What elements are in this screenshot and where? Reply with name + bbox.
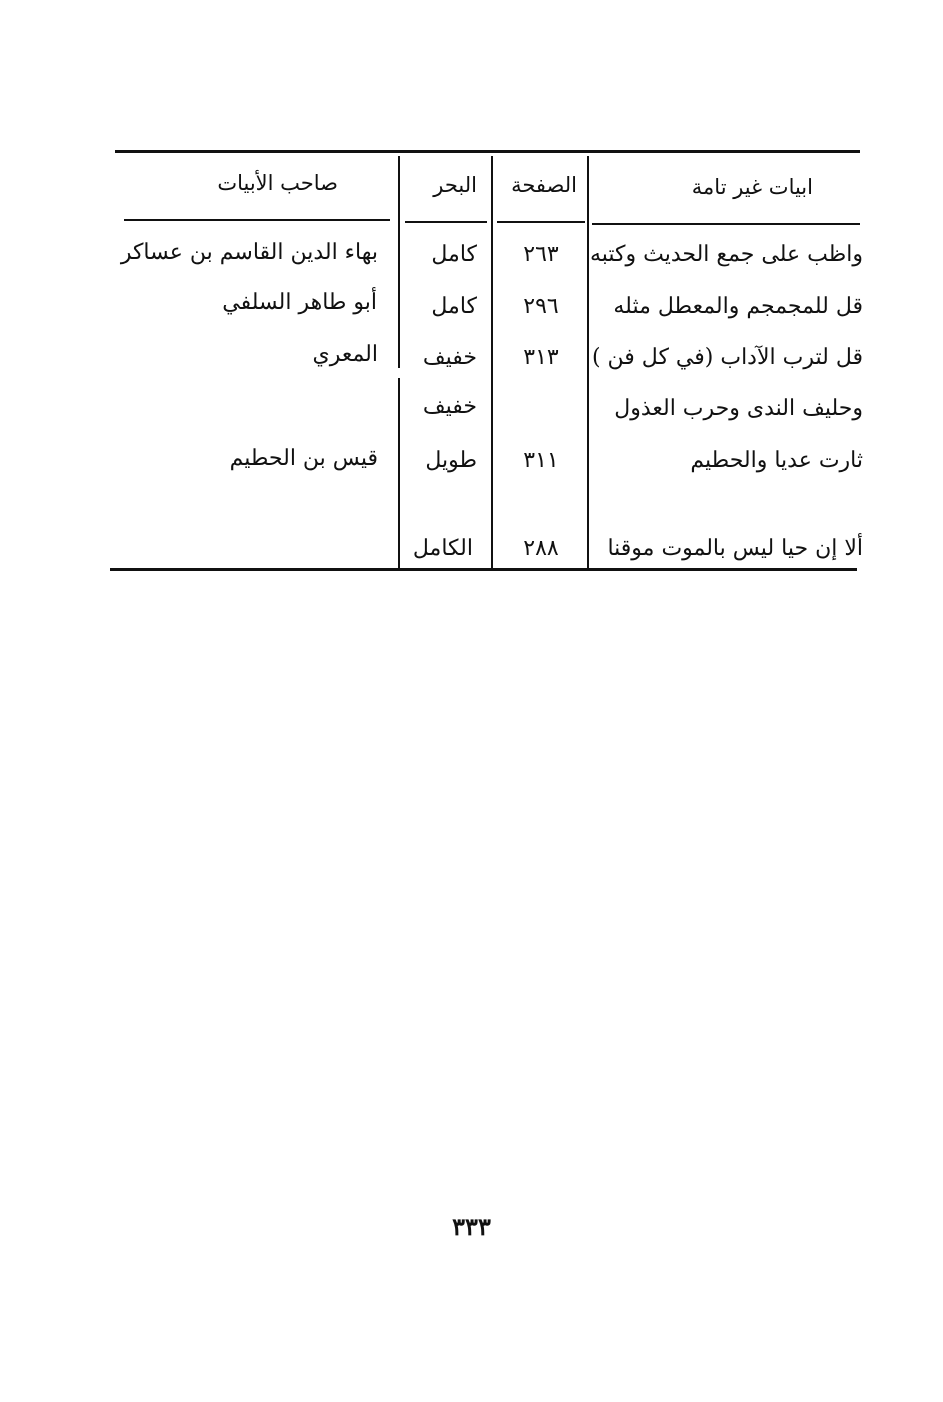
verse-cell: قل لترب الآداب (في كل فن )	[591, 345, 863, 370]
page-cell: ٣١١	[523, 448, 559, 473]
column-rule-page-verses	[587, 156, 589, 568]
page-cell: ٢٨٨	[523, 536, 559, 561]
header-rule-author	[124, 219, 390, 221]
header-page: الصفحة	[511, 173, 577, 197]
header-verses: ابيات غير تامة	[691, 175, 813, 199]
header-meter: البحر	[433, 173, 477, 197]
header-rule-meter	[405, 221, 487, 223]
meter-cell: خفيف	[422, 345, 477, 370]
meter-cell: كامل	[431, 294, 477, 319]
header-rule-page	[497, 221, 585, 223]
verse-cell: وحليف الندى وحرب العذول	[614, 396, 863, 421]
header-author: صاحب الأبيات	[217, 171, 338, 195]
verse-cell: واظب على جمع الحديث وكتبه	[589, 242, 863, 267]
verse-cell: ثارت عديا والحطيم	[690, 448, 863, 473]
meter-cell: الكامل	[412, 536, 473, 561]
verse-cell: ألا إن حيا ليس بالموت موقنا	[607, 536, 863, 561]
meter-cell: طويل	[425, 448, 477, 473]
author-cell: المعري	[312, 342, 378, 367]
author-cell: قيس بن الحطيم	[229, 446, 378, 471]
page-cell: ٢٦٣	[523, 242, 559, 267]
page-cell: ٣١٣	[523, 345, 559, 370]
verse-cell: قل للمجمجم والمعطل مثله	[613, 294, 863, 319]
column-rule-author-meter-lower	[398, 378, 400, 568]
header-rule-verses	[592, 223, 860, 225]
meter-cell: خفيف	[422, 394, 477, 419]
page-number: ٣٣٣	[452, 1212, 491, 1241]
page-cell: ٢٩٦	[523, 294, 559, 319]
column-rule-author-meter-upper	[398, 156, 400, 368]
table-bottom-rule	[110, 568, 857, 571]
table-top-rule	[115, 150, 860, 153]
author-cell: بهاء الدين القاسم بن عساكر	[120, 240, 378, 265]
column-rule-meter-page	[491, 156, 493, 568]
meter-cell: كامل	[431, 242, 477, 267]
author-cell: أبو طاهر السلفي	[222, 290, 377, 315]
